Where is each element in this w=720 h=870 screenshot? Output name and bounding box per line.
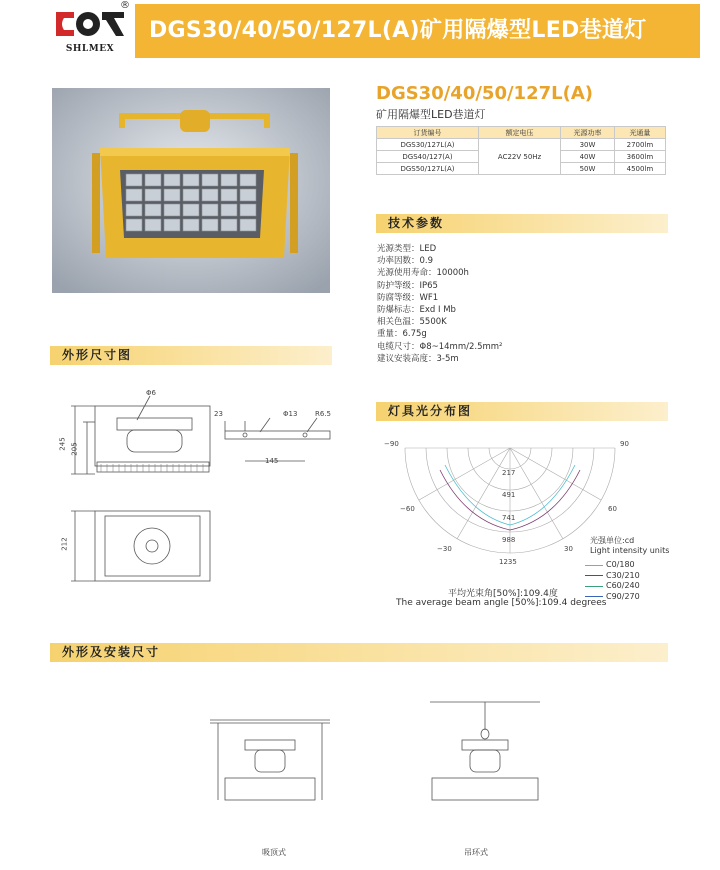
- led-cell: [221, 219, 237, 231]
- led-cell: [183, 189, 199, 201]
- param-item: 电缆尺寸：Φ8~14mm/2.5mm²: [377, 341, 503, 352]
- led-cell: [240, 174, 256, 186]
- ring-label: 1235: [499, 558, 517, 566]
- led-cell: [202, 174, 218, 186]
- led-cell: [202, 219, 218, 231]
- ring-label: 988: [502, 536, 516, 544]
- dim-205: 205: [70, 442, 79, 456]
- section-install: 外形及安装尺寸: [50, 643, 668, 662]
- led-cell: [164, 204, 180, 216]
- product-name: 矿用隔爆型LED巷道灯: [376, 108, 486, 121]
- led-cell: [145, 174, 161, 186]
- led-cell: [240, 204, 256, 216]
- legend-swatch: [585, 565, 603, 566]
- angle-label: 30: [564, 545, 573, 553]
- angle-label: −60: [400, 505, 415, 513]
- table-header-row: [377, 127, 666, 139]
- spec-table: [376, 126, 666, 175]
- led-cell: [183, 219, 199, 231]
- led-cell: [240, 189, 256, 201]
- led-cell: [145, 204, 161, 216]
- legend-item: [585, 581, 640, 592]
- ring-label: 217: [502, 469, 516, 477]
- brand-logo: [50, 4, 130, 60]
- beam-angle-en: The average beam angle [50%]:109.4 degrees: [396, 598, 607, 608]
- cell-power: 50W: [561, 163, 615, 175]
- legend-label: C90/270: [606, 591, 640, 601]
- cell-code: DGS30/127L(A): [377, 139, 479, 151]
- led-cell: [145, 189, 161, 201]
- dim-phi13: Φ13: [283, 410, 298, 418]
- product-photo: [52, 88, 330, 293]
- dim-23: 23: [214, 410, 223, 418]
- led-cell: [240, 219, 256, 231]
- led-cell: [164, 174, 180, 186]
- led-cell: [221, 189, 237, 201]
- param-item: 重量：6.75g: [377, 329, 427, 340]
- led-cell: [183, 204, 199, 216]
- beam-angle-cn: 平均光束角[50%]:109.4度: [448, 589, 558, 599]
- params-list: [377, 243, 502, 365]
- col-voltage: 额定电压: [479, 127, 561, 139]
- led-cell: [126, 189, 142, 201]
- param-item: 相关色温：5500K: [377, 317, 447, 328]
- angle-label: −30: [437, 545, 452, 553]
- outline-drawing: [55, 386, 355, 586]
- unit-label-cn: 光强单位:cd: [590, 536, 635, 545]
- ring-label: 491: [502, 491, 516, 499]
- angle-label: 90: [620, 440, 629, 448]
- dim-212: 212: [60, 537, 69, 551]
- legend-label: C0/180: [606, 560, 635, 569]
- cell-flux: 2700lm: [614, 139, 665, 151]
- dim-r65: R6.5: [315, 410, 331, 418]
- param-item: 功率因数：0.9: [377, 256, 434, 267]
- led-cell: [126, 174, 142, 186]
- led-cell: [164, 219, 180, 231]
- hanging-mount-label: 吊环式: [464, 848, 488, 857]
- col-power: 光源功率: [561, 127, 615, 139]
- cell-power: 30W: [561, 139, 615, 151]
- table-row: [377, 139, 666, 151]
- section-outline: 外形尺寸图: [50, 346, 332, 365]
- param-item: 防腐等级：WF1: [377, 292, 439, 303]
- ceiling-mount-label: 吸顶式: [262, 848, 286, 857]
- cell-code: DGS50/127L(A): [377, 163, 479, 175]
- angle-label: −90: [384, 440, 399, 448]
- led-cell: [126, 219, 142, 231]
- cell-flux: 4500lm: [614, 163, 665, 175]
- section-light-distribution: 灯具光分布图: [376, 402, 668, 421]
- cell-voltage: AC22V 50Hz: [479, 139, 561, 175]
- legend-item: [585, 571, 640, 582]
- unit-label-en: Light intensity units: [590, 546, 670, 555]
- param-item: 光源类型：LED: [377, 244, 437, 254]
- header: [0, 0, 720, 65]
- cell-flux: 3600lm: [614, 151, 665, 163]
- dim-phi6: Φ6: [146, 389, 156, 397]
- ring-label: 741: [502, 514, 516, 522]
- section-tech-params: 技术参数: [376, 214, 668, 233]
- product-model: DGS30/40/50/127L(A): [376, 83, 593, 104]
- param-item: 防爆标志：Exd I Mb: [377, 305, 456, 316]
- dim-145: 145: [265, 457, 279, 465]
- page-title: DGS30/40/50/127L(A)矿用隔爆型LED巷道灯: [135, 4, 700, 58]
- legend-swatch: [585, 586, 603, 587]
- col-order-code: 订货编号: [377, 127, 479, 139]
- param-item: 光源使用寿命：10000h: [377, 268, 469, 279]
- led-cell: [145, 219, 161, 231]
- led-cell: [183, 174, 199, 186]
- led-cell: [202, 204, 218, 216]
- led-cell: [221, 174, 237, 186]
- col-flux: 光通量: [614, 127, 665, 139]
- dim-245: 245: [58, 437, 67, 451]
- led-cell: [164, 189, 180, 201]
- led-cell: [126, 204, 142, 216]
- registered-mark: ®: [120, 0, 130, 11]
- legend-swatch: [585, 575, 603, 576]
- install-drawing: [200, 690, 560, 820]
- angle-label: 60: [608, 505, 617, 513]
- led-cell: [202, 189, 218, 201]
- legend-label: C30/210: [606, 570, 640, 580]
- led-cell: [221, 204, 237, 216]
- param-item: 建议安装高度：3-5m: [377, 353, 459, 364]
- legend-label: C60/240: [606, 581, 640, 590]
- legend-item: [585, 560, 640, 571]
- cell-power: 40W: [561, 151, 615, 163]
- param-item: 防护等级：IP65: [377, 280, 438, 291]
- cell-code: DGS40/127(A): [377, 151, 479, 163]
- legend: [585, 560, 640, 602]
- brand-name: SHLMEX: [65, 44, 115, 54]
